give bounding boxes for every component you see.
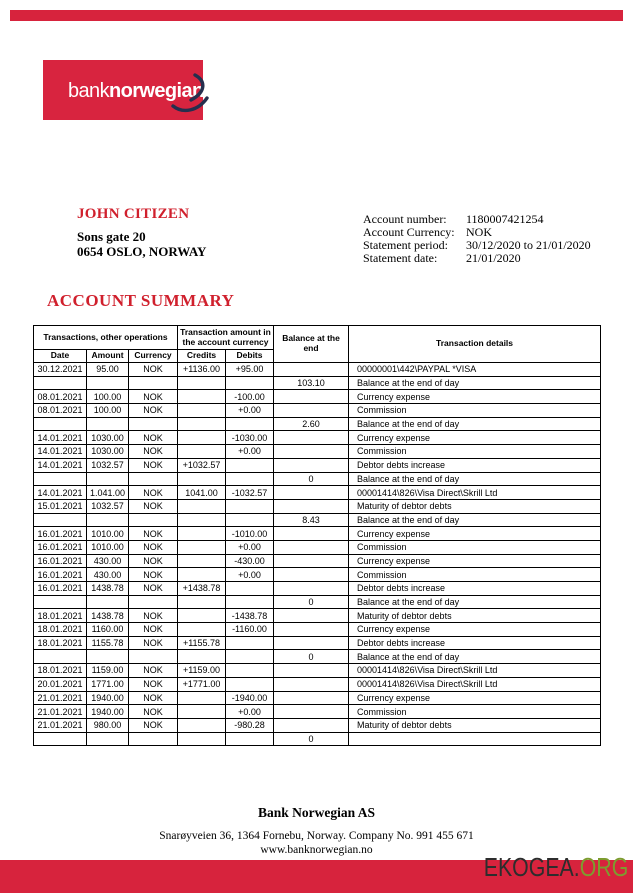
cell-currency <box>129 472 178 486</box>
statement-period-label: Statement period: <box>363 238 448 252</box>
transactions-body <box>34 363 601 746</box>
cell-credits <box>178 390 226 404</box>
cell-details: 00001414\826\Visa Direct\Skrill Ltd <box>349 677 601 691</box>
cell-debits: -100.00 <box>226 390 274 404</box>
cell-date: 21.01.2021 <box>34 718 87 732</box>
cell-details: Balance at the end of day <box>349 595 601 609</box>
table-row <box>34 650 601 664</box>
table-row <box>34 417 601 431</box>
cell-amount <box>87 417 129 431</box>
cell-details: Maturity of debtor debts <box>349 609 601 623</box>
cell-credits <box>178 691 226 705</box>
account-info-block <box>363 213 591 265</box>
cell-balance <box>274 718 349 732</box>
cell-date: 21.01.2021 <box>34 705 87 719</box>
cell-debits <box>226 417 274 431</box>
cell-balance: 0 <box>274 595 349 609</box>
cell-currency <box>129 732 178 746</box>
cell-details: Commission <box>349 568 601 582</box>
logo-word-norwegian: norwegian <box>108 80 204 102</box>
cell-amount: 1032.57 <box>87 458 129 472</box>
watermark-suffix: ORG <box>579 852 628 882</box>
cell-debits: +0.00 <box>226 404 274 418</box>
cell-currency: NOK <box>129 664 178 678</box>
recipient-street: Sons gate 20 <box>77 229 146 244</box>
cell-credits <box>178 623 226 637</box>
cell-credits <box>178 445 226 459</box>
cell-balance <box>274 705 349 719</box>
cell-debits <box>226 650 274 664</box>
account-summary-title: ACCOUNT SUMMARY <box>47 291 235 310</box>
logo-word-bank: bank <box>68 80 109 102</box>
cell-credits <box>178 431 226 445</box>
cell-currency: NOK <box>129 705 178 719</box>
cell-balance <box>274 499 349 513</box>
cell-details: Balance at the end of day <box>349 417 601 431</box>
cell-details: 00001414\826\Visa Direct\Skrill Ltd <box>349 486 601 500</box>
cell-balance <box>274 458 349 472</box>
table-row <box>34 540 601 554</box>
cell-details: Debtor debts increase <box>349 636 601 650</box>
cell-amount: 100.00 <box>87 404 129 418</box>
cell-credits <box>178 540 226 554</box>
cell-date <box>34 595 87 609</box>
table-row <box>34 568 601 582</box>
cell-debits <box>226 595 274 609</box>
cell-balance: 0 <box>274 732 349 746</box>
cell-balance <box>274 527 349 541</box>
cell-debits: -1940.00 <box>226 691 274 705</box>
cell-balance <box>274 540 349 554</box>
cell-debits <box>226 458 274 472</box>
cell-balance: 0 <box>274 650 349 664</box>
cell-debits <box>226 513 274 527</box>
cell-balance <box>274 664 349 678</box>
cell-amount: 1155.78 <box>87 636 129 650</box>
cell-credits: +1159.00 <box>178 664 226 678</box>
cell-credits <box>178 650 226 664</box>
table-row <box>34 664 601 678</box>
cell-date: 30.12.2021 <box>34 363 87 377</box>
cell-credits <box>178 513 226 527</box>
cell-balance <box>274 582 349 596</box>
top-red-bar <box>10 10 623 21</box>
table-row <box>34 609 601 623</box>
transactions-table <box>33 325 601 746</box>
cell-amount: 1.041.00 <box>87 486 129 500</box>
recipient-city: 0654 OSLO, NORWAY <box>77 244 207 259</box>
cell-date: 21.01.2021 <box>34 691 87 705</box>
cell-amount: 430.00 <box>87 568 129 582</box>
table-row <box>34 527 601 541</box>
cell-balance: 8.43 <box>274 513 349 527</box>
table-row <box>34 431 601 445</box>
cell-details: Commission <box>349 540 601 554</box>
cell-currency <box>129 376 178 390</box>
cell-details <box>349 732 601 746</box>
table-row <box>34 486 601 500</box>
cell-credits: +1136.00 <box>178 363 226 377</box>
cell-date <box>34 417 87 431</box>
cell-details: Currency expense <box>349 623 601 637</box>
cell-credits: +1032.57 <box>178 458 226 472</box>
cell-amount <box>87 650 129 664</box>
cell-amount <box>87 595 129 609</box>
cell-debits <box>226 582 274 596</box>
cell-amount <box>87 472 129 486</box>
cell-date <box>34 513 87 527</box>
cell-amount: 1010.00 <box>87 540 129 554</box>
cell-debits: +0.00 <box>226 568 274 582</box>
cell-balance: 2.60 <box>274 417 349 431</box>
cell-amount: 1159.00 <box>87 664 129 678</box>
cell-details: Currency expense <box>349 554 601 568</box>
header-details: Transaction details <box>349 326 601 363</box>
cell-date: 14.01.2021 <box>34 458 87 472</box>
cell-details: Currency expense <box>349 431 601 445</box>
table-row <box>34 718 601 732</box>
recipient-name: JOHN CITIZEN <box>77 206 190 222</box>
cell-debits: -430.00 <box>226 554 274 568</box>
cell-credits <box>178 499 226 513</box>
table-row <box>34 390 601 404</box>
cell-date <box>34 376 87 390</box>
table-row <box>34 595 601 609</box>
cell-currency: NOK <box>129 691 178 705</box>
cell-balance <box>274 568 349 582</box>
statement-period-value: 30/12/2020 to 21/01/2020 <box>466 238 591 252</box>
cell-details: Balance at the end of day <box>349 650 601 664</box>
header-balance: Balance at the end <box>274 326 349 363</box>
cell-amount <box>87 732 129 746</box>
cell-credits: +1155.78 <box>178 636 226 650</box>
header-operations: Transactions, other operations <box>34 326 178 350</box>
cell-debits: +0.00 <box>226 540 274 554</box>
cell-debits: +0.00 <box>226 445 274 459</box>
table-row <box>34 404 601 418</box>
cell-currency: NOK <box>129 540 178 554</box>
account-number-label: Account number: <box>363 212 447 226</box>
cell-balance <box>274 554 349 568</box>
cell-currency: NOK <box>129 677 178 691</box>
logo-swoosh-icon <box>169 73 213 117</box>
cell-debits <box>226 376 274 390</box>
cell-credits <box>178 718 226 732</box>
header-amount: Amount <box>87 350 129 363</box>
footer-address: Snarøyveien 36, 1364 Fornebu, Norway. Company No. 991 455 671 <box>159 830 474 842</box>
cell-debits <box>226 472 274 486</box>
cell-debits: +0.00 <box>226 705 274 719</box>
cell-date: 16.01.2021 <box>34 540 87 554</box>
footer-company-name: Bank Norwegian AS <box>257 805 376 820</box>
cell-currency: NOK <box>129 718 178 732</box>
cell-credits <box>178 472 226 486</box>
account-number-value: 1180007421254 <box>466 212 544 226</box>
cell-details: Commission <box>349 404 601 418</box>
cell-debits <box>226 732 274 746</box>
table-row <box>34 376 601 390</box>
cell-details: Maturity of debtor debts <box>349 718 601 732</box>
watermark-prefix: EKOGEA. <box>483 852 580 882</box>
cell-amount: 100.00 <box>87 390 129 404</box>
cell-amount <box>87 513 129 527</box>
cell-balance <box>274 486 349 500</box>
cell-currency: NOK <box>129 486 178 500</box>
cell-credits <box>178 417 226 431</box>
cell-credits <box>178 404 226 418</box>
cell-currency <box>129 650 178 664</box>
cell-amount: 1030.00 <box>87 431 129 445</box>
cell-currency: NOK <box>129 458 178 472</box>
cell-balance <box>274 691 349 705</box>
cell-details: Currency expense <box>349 527 601 541</box>
cell-date: 14.01.2021 <box>34 486 87 500</box>
cell-credits: 1041.00 <box>178 486 226 500</box>
cell-date: 16.01.2021 <box>34 582 87 596</box>
table-row <box>34 732 601 746</box>
cell-currency: NOK <box>129 623 178 637</box>
cell-amount: 1438.78 <box>87 609 129 623</box>
ekogea-watermark <box>483 852 628 883</box>
footer-website: www.banknorwegian.no <box>260 844 373 856</box>
table-row <box>34 623 601 637</box>
table-row <box>34 705 601 719</box>
cell-amount <box>87 376 129 390</box>
cell-debits <box>226 636 274 650</box>
table-row <box>34 582 601 596</box>
cell-currency: NOK <box>129 582 178 596</box>
cell-amount: 430.00 <box>87 554 129 568</box>
cell-credits <box>178 595 226 609</box>
cell-details: Balance at the end of day <box>349 472 601 486</box>
cell-balance: 103.10 <box>274 376 349 390</box>
cell-date: 15.01.2021 <box>34 499 87 513</box>
cell-currency <box>129 513 178 527</box>
cell-credits <box>178 376 226 390</box>
cell-debits <box>226 677 274 691</box>
cell-amount: 1940.00 <box>87 705 129 719</box>
cell-date <box>34 650 87 664</box>
cell-currency: NOK <box>129 390 178 404</box>
cell-details: 00000001\442\PAYPAL *VISA <box>349 363 601 377</box>
cell-currency <box>129 417 178 431</box>
table-row <box>34 445 601 459</box>
header-credits: Credits <box>178 350 226 363</box>
cell-amount: 1010.00 <box>87 527 129 541</box>
cell-currency: NOK <box>129 527 178 541</box>
cell-date: 18.01.2021 <box>34 636 87 650</box>
statement-date-label: Statement date: <box>363 251 438 265</box>
cell-balance <box>274 636 349 650</box>
cell-amount: 1940.00 <box>87 691 129 705</box>
table-row <box>34 513 601 527</box>
header-debits: Debits <box>226 350 274 363</box>
bank-norwegian-logo <box>43 60 203 120</box>
cell-amount: 1160.00 <box>87 623 129 637</box>
cell-credits <box>178 609 226 623</box>
header-amount-in-currency: Transaction amount in the account currency <box>178 326 274 350</box>
cell-details: Debtor debts increase <box>349 582 601 596</box>
cell-amount: 95.00 <box>87 363 129 377</box>
header-currency: Currency <box>129 350 178 363</box>
cell-balance <box>274 363 349 377</box>
cell-amount: 1771.00 <box>87 677 129 691</box>
cell-date: 18.01.2021 <box>34 664 87 678</box>
cell-debits: -1032.57 <box>226 486 274 500</box>
cell-date: 08.01.2021 <box>34 390 87 404</box>
cell-date: 18.01.2021 <box>34 609 87 623</box>
cell-credits <box>178 527 226 541</box>
cell-balance <box>274 609 349 623</box>
cell-currency: NOK <box>129 568 178 582</box>
cell-currency: NOK <box>129 363 178 377</box>
statement-date-row <box>363 252 591 265</box>
cell-balance: 0 <box>274 472 349 486</box>
cell-amount: 1438.78 <box>87 582 129 596</box>
cell-date: 08.01.2021 <box>34 404 87 418</box>
table-row <box>34 363 601 377</box>
statement-date-value: 21/01/2020 <box>466 251 521 265</box>
cell-balance <box>274 677 349 691</box>
cell-details: Commission <box>349 705 601 719</box>
cell-currency: NOK <box>129 445 178 459</box>
cell-balance <box>274 431 349 445</box>
cell-debits: -1438.78 <box>226 609 274 623</box>
cell-date <box>34 472 87 486</box>
recipient-address-block <box>77 206 206 259</box>
cell-debits: -980.28 <box>226 718 274 732</box>
cell-amount: 1030.00 <box>87 445 129 459</box>
cell-balance <box>274 623 349 637</box>
cell-balance <box>274 404 349 418</box>
table-row <box>34 677 601 691</box>
cell-currency: NOK <box>129 609 178 623</box>
cell-details: Balance at the end of day <box>349 376 601 390</box>
cell-credits <box>178 554 226 568</box>
cell-date: 20.01.2021 <box>34 677 87 691</box>
cell-date: 16.01.2021 <box>34 527 87 541</box>
cell-credits <box>178 732 226 746</box>
cell-date: 14.01.2021 <box>34 445 87 459</box>
cell-details: Currency expense <box>349 691 601 705</box>
cell-currency: NOK <box>129 554 178 568</box>
cell-currency: NOK <box>129 404 178 418</box>
cell-details: Currency expense <box>349 390 601 404</box>
table-row <box>34 458 601 472</box>
cell-date <box>34 732 87 746</box>
account-currency-value: NOK <box>466 225 492 239</box>
cell-details: Commission <box>349 445 601 459</box>
cell-currency: NOK <box>129 499 178 513</box>
cell-balance <box>274 445 349 459</box>
cell-credits: +1771.00 <box>178 677 226 691</box>
cell-balance <box>274 390 349 404</box>
cell-date: 16.01.2021 <box>34 554 87 568</box>
cell-amount: 1032.57 <box>87 499 129 513</box>
table-row <box>34 499 601 513</box>
cell-credits: +1438.78 <box>178 582 226 596</box>
table-header <box>34 326 601 363</box>
cell-details: Maturity of debtor debts <box>349 499 601 513</box>
cell-details: Debtor debts increase <box>349 458 601 472</box>
cell-credits <box>178 568 226 582</box>
cell-debits: +95.00 <box>226 363 274 377</box>
header-date: Date <box>34 350 87 363</box>
table-row <box>34 636 601 650</box>
cell-date: 14.01.2021 <box>34 431 87 445</box>
cell-credits <box>178 705 226 719</box>
cell-details: 00001414\826\Visa Direct\Skrill Ltd <box>349 664 601 678</box>
cell-currency: NOK <box>129 431 178 445</box>
cell-currency: NOK <box>129 636 178 650</box>
cell-debits: -1010.00 <box>226 527 274 541</box>
table-row <box>34 554 601 568</box>
table-row <box>34 472 601 486</box>
cell-debits: -1160.00 <box>226 623 274 637</box>
cell-debits: -1030.00 <box>226 431 274 445</box>
table-group-header-row <box>34 326 601 350</box>
cell-amount: 980.00 <box>87 718 129 732</box>
cell-date: 16.01.2021 <box>34 568 87 582</box>
account-currency-label: Account Currency: <box>363 225 455 239</box>
cell-currency <box>129 595 178 609</box>
table-row <box>34 691 601 705</box>
cell-date: 18.01.2021 <box>34 623 87 637</box>
cell-debits <box>226 499 274 513</box>
cell-debits <box>226 664 274 678</box>
cell-details: Balance at the end of day <box>349 513 601 527</box>
